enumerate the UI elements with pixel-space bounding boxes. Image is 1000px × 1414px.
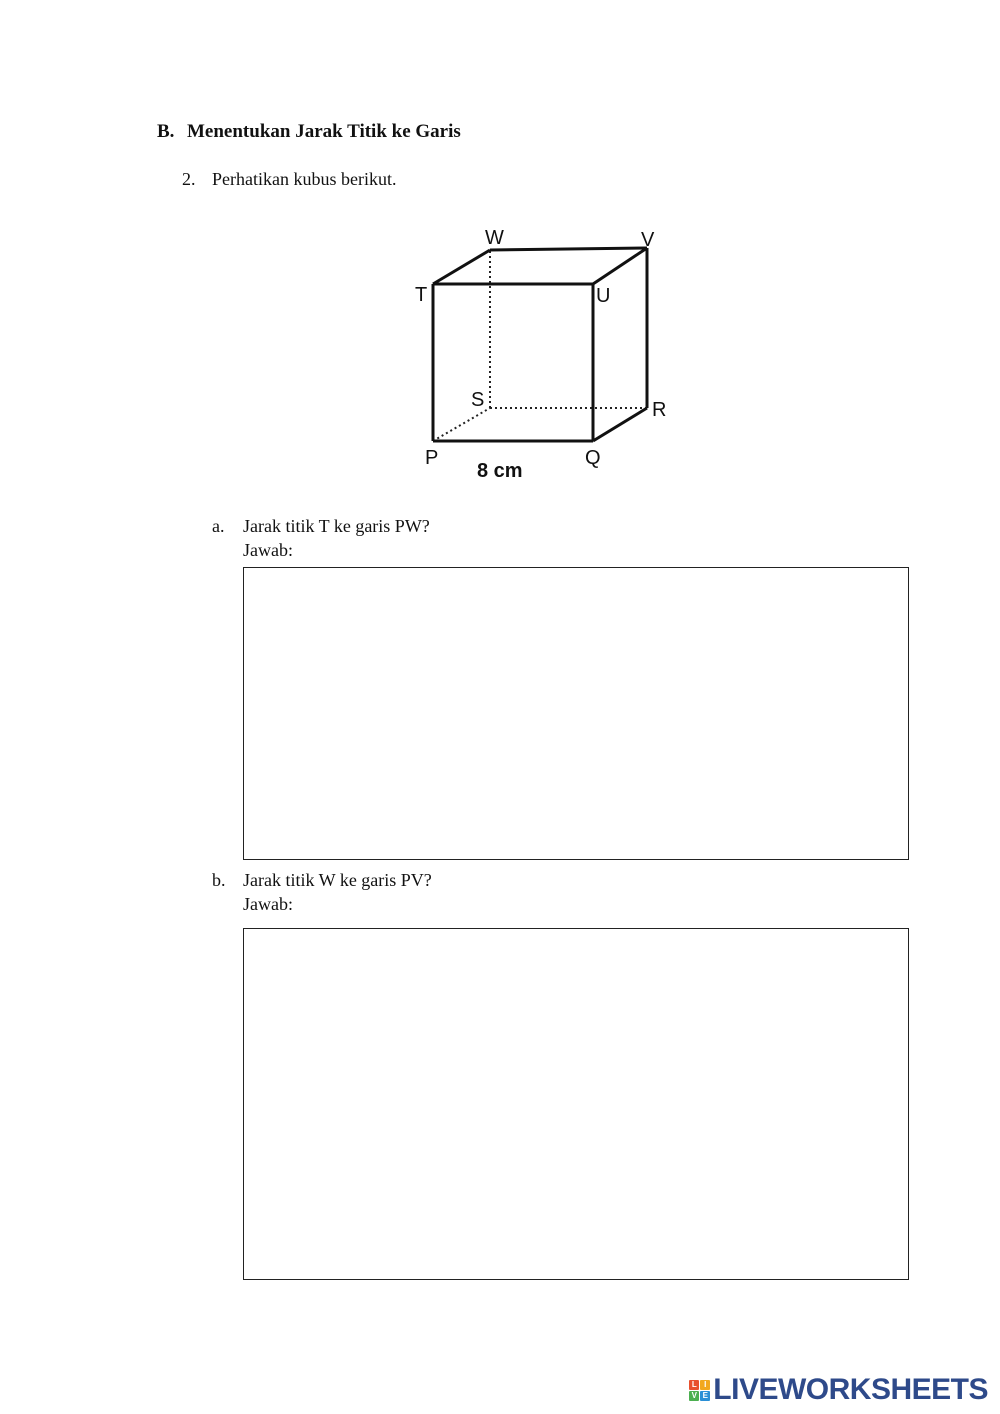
logo-mark-letter: E [700,1391,710,1401]
edge-QR [593,408,647,441]
edge-WV [490,248,647,250]
logo-mark-letter: L [689,1380,699,1390]
vertex-label-V: V [641,229,655,251]
cube-figure [405,218,690,488]
vertex-label-R: R [652,399,667,421]
vertex-label-U: U [596,285,611,307]
logo-mark-letter: I [700,1380,710,1390]
subquestion-a-text: Jarak titik T ke garis PW? [243,516,430,536]
section-heading [157,121,461,143]
answer-box-b[interactable] [243,928,909,1280]
edge-UV [593,248,647,284]
vertex-label-Q: Q [585,447,601,469]
answer-label-a: Jawab: [243,540,293,560]
answer-box-a[interactable] [243,567,909,860]
question-number: 2. [182,169,196,189]
vertex-label-S: S [471,389,485,411]
subquestion-a [212,516,430,537]
logo-text: LIVEWORKSHEETS [713,1373,988,1406]
section-title: Menentukan Jarak Titik ke Garis [187,121,461,142]
subquestion-a-letter: a. [212,516,225,536]
logo-mark-icon [689,1380,710,1401]
vertex-label-W: W [485,227,504,249]
logo-mark-letter: V [689,1391,699,1401]
edge-PS [433,408,490,441]
edge-length-label: 8 cm [477,460,523,482]
subquestion-b-text: Jarak titik W ke garis PV? [243,870,432,890]
vertex-label-P: P [425,447,439,469]
edge-TW [433,250,490,284]
subquestion-b [212,870,432,891]
liveworksheets-logo [689,1372,988,1408]
section-letter: B. [157,121,175,142]
question-stem [182,169,396,190]
vertex-label-T: T [415,284,428,306]
question-text: Perhatikan kubus berikut. [212,169,397,189]
answer-label-b: Jawab: [243,894,293,914]
subquestion-b-letter: b. [212,870,226,890]
